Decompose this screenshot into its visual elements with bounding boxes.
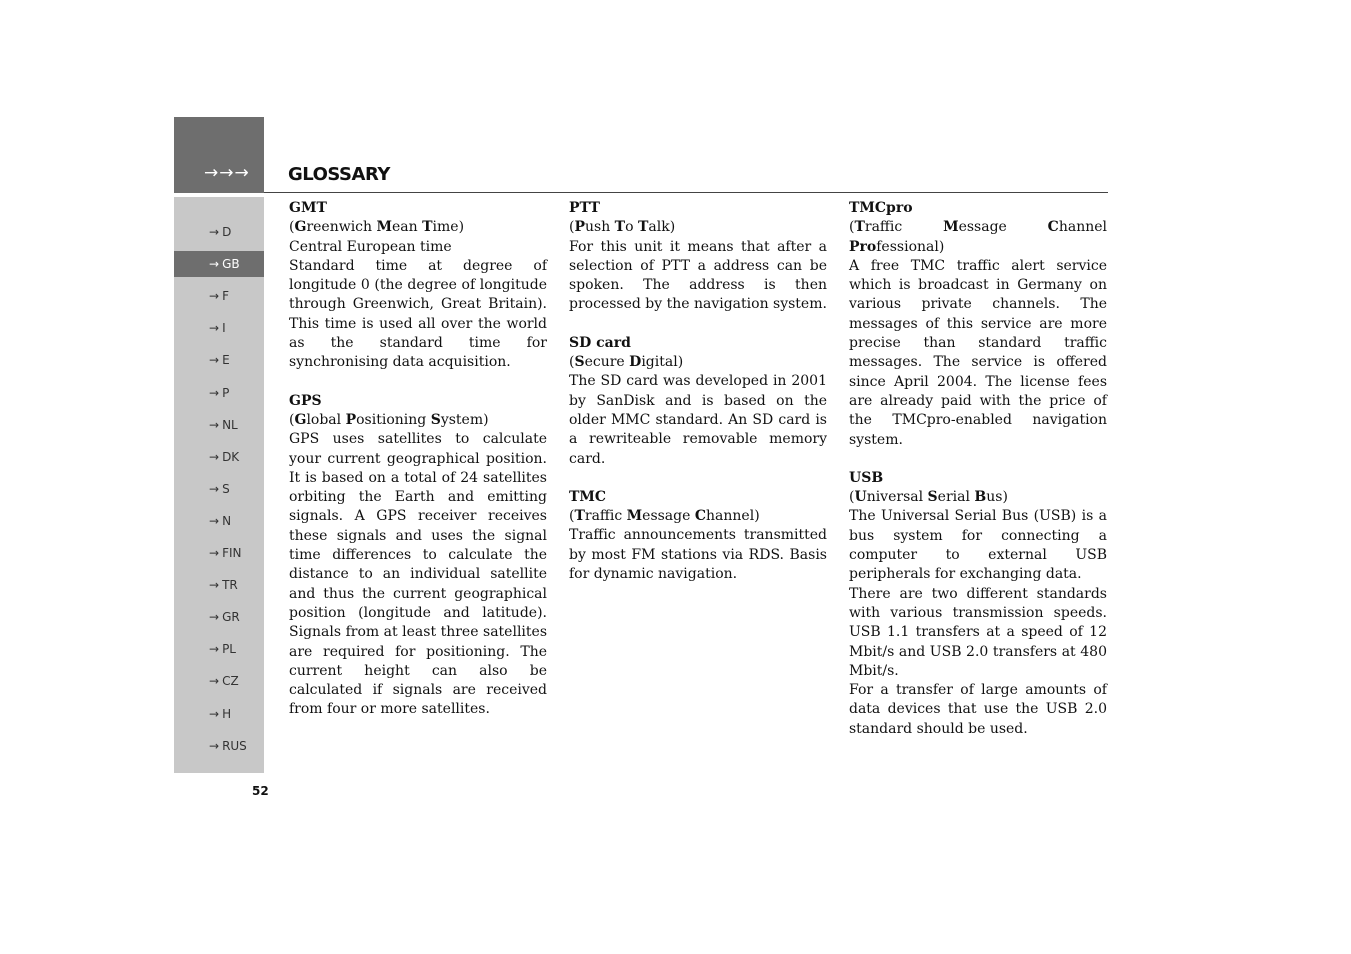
arrow-right-icon: → — [209, 546, 220, 560]
arrow-right-icon: → — [209, 610, 220, 625]
sidebar-item-d[interactable] — [174, 219, 264, 245]
sidebar-item-cz[interactable] — [174, 668, 264, 694]
arrow-right-icon: → — [209, 706, 220, 721]
glossary-expansion: (Traffic Message Channel) — [569, 508, 760, 525]
glossary-term: TMC — [569, 488, 607, 505]
glossary-expansion: (Push To Talk) — [569, 219, 676, 236]
glossary-expansion: (Greenwich Mean Time) — [289, 219, 465, 236]
header-divider — [264, 192, 1108, 193]
sidebar-item-nl[interactable] — [174, 412, 264, 438]
sidebar-item-f[interactable] — [174, 283, 264, 309]
arrow-right-icon: → — [209, 225, 220, 239]
sidebar-item-dk[interactable] — [174, 444, 264, 470]
glossary-description: Central European time — [289, 238, 452, 255]
sidebar-item-label: D — [222, 225, 232, 239]
sidebar-item-fin[interactable] — [174, 540, 264, 566]
glossary-term: TMCpro — [849, 200, 913, 216]
sidebar-item-p[interactable] — [174, 380, 264, 406]
page-number: 52 — [252, 784, 269, 798]
glossary-term: GMT — [289, 200, 327, 216]
glossary-expansion: (Traffic Message Channel Professional) — [849, 219, 1107, 255]
glossary-entry — [849, 199, 1107, 450]
glossary-column-3 — [849, 199, 1107, 758]
sidebar-item-label: GB — [222, 257, 240, 272]
sidebar-item-label: RUS — [222, 738, 247, 753]
arrow-right-icon: → — [209, 417, 220, 432]
glossary-description: GPS uses satellites to calculate your current geographical position. It is based on a total of 24 satellites orbiting the Earth and emitting signals. A GPS receiver receives these signals and uses the signal time differences to calculate the distance to an individual satellite and thus the current geographical position (longitude and latitude). Signals from at least three satellites are required for positioning. The current height can also be calculated if signals are received from four or more satellites. — [289, 431, 547, 718]
sidebar-item-label: S — [222, 481, 230, 496]
arrow-right-icon: → — [209, 642, 220, 657]
header-arrows-icon: →→→ — [204, 163, 250, 183]
sidebar-item-label: FIN — [222, 546, 242, 560]
sidebar-item-gr[interactable] — [174, 604, 264, 630]
sidebar-item-label: I — [222, 321, 226, 336]
glossary-entry — [569, 334, 827, 469]
arrow-right-icon: → — [209, 738, 220, 753]
sidebar-item-label: GR — [222, 610, 240, 625]
sidebar-item-rus[interactable] — [174, 733, 264, 759]
sidebar-item-label: DK — [222, 449, 240, 464]
glossary-column-1 — [289, 199, 547, 739]
arrow-right-icon: → — [209, 674, 220, 689]
arrow-right-icon: → — [209, 321, 220, 336]
sidebar-item-label: CZ — [222, 674, 239, 689]
sidebar-item-e[interactable] — [174, 347, 264, 373]
arrow-right-icon: → — [209, 513, 220, 528]
glossary-term: USB — [849, 469, 884, 486]
glossary-entry — [849, 469, 1107, 739]
sidebar-item-label: H — [222, 706, 232, 721]
glossary-expansion: (Global Positioning System) — [289, 411, 489, 428]
glossary-column-2 — [569, 199, 827, 603]
sidebar-item-gb[interactable] — [174, 251, 264, 277]
glossary-expansion: (Universal Serial Bus) — [849, 489, 1008, 506]
glossary-term: PTT — [569, 200, 600, 216]
glossary-description: A free TMC traffic alert service which is broadcast in Germany on various private channels. The messages of this service are more precise than standard traffic messages. The service is offered since April 2004. The license fees are already paid with the price of the TMCpro-enabled navigation system. — [849, 257, 1107, 448]
sidebar-item-tr[interactable] — [174, 572, 264, 598]
sidebar-item-s[interactable] — [174, 476, 264, 502]
glossary-description: There are two different standards with various transmission speeds. USB 1.1 transfers at a speed of 12 Mbit/s and USB 2.0 transfers at 480 Mbit/s. — [849, 585, 1107, 679]
arrow-right-icon: → — [209, 385, 220, 400]
glossary-description: For a transfer of large amounts of data devices that use the USB 2.0 standard should be used. — [849, 682, 1107, 737]
glossary-term: GPS — [289, 392, 322, 409]
glossary-description: For this unit it means that after a selection of PTT a address can be spoken. The address is then processed by the navigation system. — [569, 238, 827, 313]
sidebar-item-h[interactable] — [174, 701, 264, 727]
sidebar-item-pl[interactable] — [174, 636, 264, 662]
sidebar-item-label: TR — [222, 578, 238, 593]
sidebar-item-label: F — [222, 289, 229, 304]
arrow-right-icon: → — [209, 289, 220, 304]
page-title: GLOSSARY — [288, 164, 390, 185]
glossary-entry — [569, 488, 827, 584]
sidebar-item-label: E — [222, 353, 230, 368]
glossary-entry — [289, 199, 547, 373]
sidebar-item-label: N — [222, 513, 232, 528]
glossary-description: Standard time at degree of longitude 0 (the degree of longitude through Greenwich, Great Britain). This time is used all over the world as the standard time for synchronising data acquisition. — [289, 257, 547, 371]
glossary-entry — [569, 199, 827, 315]
sidebar-item-label: PL — [222, 642, 236, 657]
glossary-description: The SD card was developed in 2001 by SanDisk and is based on the older MMC standard. An SD card is a rewriteable removable memory card. — [569, 373, 827, 467]
glossary-entry — [289, 392, 547, 720]
sidebar-item-label: P — [222, 385, 230, 400]
glossary-description: The Universal Serial Bus (USB) is a bus system for connecting a computer to external USB peripherals for exchanging data. — [849, 508, 1107, 583]
arrow-right-icon: → — [209, 481, 220, 496]
sidebar-item-i[interactable] — [174, 315, 264, 341]
sidebar-item-label: NL — [222, 417, 238, 432]
glossary-description: Traffic announcements transmitted by most FM stations via RDS. Basis for dynamic navigation. — [569, 527, 827, 583]
language-sidebar — [174, 197, 264, 773]
arrow-right-icon: → — [209, 353, 220, 368]
arrow-right-icon: → — [209, 449, 220, 464]
arrow-right-icon: → — [209, 257, 220, 272]
glossary-expansion: (Secure Digital) — [569, 354, 684, 371]
arrow-right-icon: → — [209, 578, 220, 593]
glossary-term: SD card — [569, 334, 631, 351]
sidebar-item-n[interactable] — [174, 508, 264, 534]
